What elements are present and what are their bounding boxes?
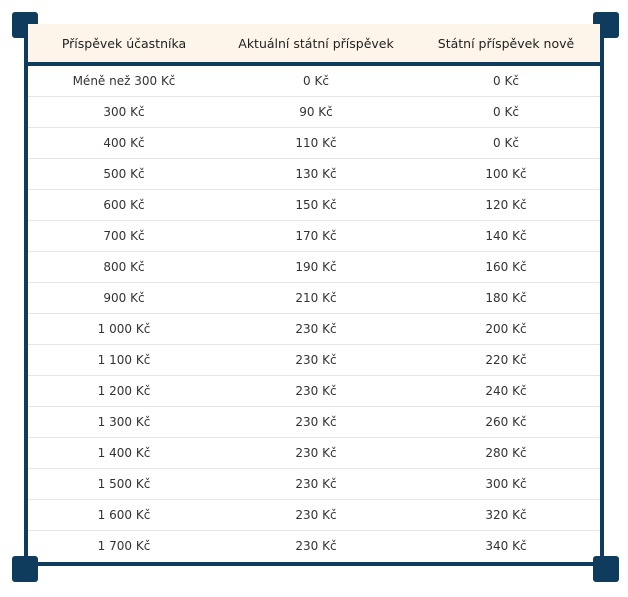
cell-new-state-contribution: 320 Kč [412, 500, 600, 531]
cell-participant-contribution: 300 Kč [28, 97, 220, 128]
table-row [28, 128, 600, 159]
table-row [28, 407, 600, 438]
cell-participant-contribution: 600 Kč [28, 190, 220, 221]
cell-current-state-contribution: 90 Kč [220, 97, 412, 128]
contribution-table [28, 24, 600, 561]
cell-participant-contribution: 1 600 Kč [28, 500, 220, 531]
table-row [28, 531, 600, 562]
cell-current-state-contribution: 230 Kč [220, 469, 412, 500]
table-row [28, 314, 600, 345]
cell-new-state-contribution: 100 Kč [412, 159, 600, 190]
table-row [28, 97, 600, 128]
cell-current-state-contribution: 230 Kč [220, 407, 412, 438]
cell-new-state-contribution: 120 Kč [412, 190, 600, 221]
cell-participant-contribution: 1 100 Kč [28, 345, 220, 376]
cell-participant-contribution: 1 300 Kč [28, 407, 220, 438]
cell-participant-contribution: 1 700 Kč [97, 539, 151, 553]
cell-new-state-contribution: 180 Kč [412, 283, 600, 314]
table-row [28, 283, 600, 314]
cell-participant-contribution: Méně než 300 Kč [28, 64, 220, 97]
cell-participant-contribution: 800 Kč [28, 252, 220, 283]
cell-participant-contribution: 1 400 Kč [28, 438, 220, 469]
table-row [28, 159, 600, 190]
table-row [28, 438, 600, 469]
cell-participant-contribution: 1 000 Kč [28, 314, 220, 345]
cell-new-state-contribution: 0 Kč [412, 128, 600, 159]
cell-current-state-contribution: 230 Kč [220, 500, 412, 531]
cell-participant-contribution: 900 Kč [28, 283, 220, 314]
header-current-state-contribution: Aktuální státní příspěvek [220, 24, 412, 64]
cell-current-state-contribution: 230 Kč [220, 438, 412, 469]
cell-participant-contribution: 1 200 Kč [28, 376, 220, 407]
cell-participant-contribution: 500 Kč [28, 159, 220, 190]
cell-new-state-contribution: 200 Kč [412, 314, 600, 345]
header-participant-contribution: Příspěvek účastníka [28, 24, 220, 64]
table-row [28, 469, 600, 500]
cell-current-state-contribution: 230 Kč [220, 376, 412, 407]
table-row [28, 345, 600, 376]
table-row [28, 252, 600, 283]
cell-current-state-contribution: 150 Kč [220, 190, 412, 221]
cell-new-state-contribution: 140 Kč [412, 221, 600, 252]
cell-participant-contribution: 400 Kč [28, 128, 220, 159]
table-row [28, 376, 600, 407]
cell-new-state-contribution: 160 Kč [412, 252, 600, 283]
header-new-state-contribution: Státní příspěvek nově [412, 24, 600, 64]
cell-current-state-contribution: 170 Kč [220, 221, 412, 252]
cell-current-state-contribution: 230 Kč [220, 345, 412, 376]
cell-new-state-contribution: 240 Kč [412, 376, 600, 407]
cell-current-state-contribution: 190 Kč [220, 252, 412, 283]
cell-current-state-contribution: 230 Kč [295, 539, 337, 553]
cell-new-state-contribution: 0 Kč [412, 97, 600, 128]
table-row [28, 221, 600, 252]
cell-new-state-contribution: 300 Kč [412, 469, 600, 500]
cell-current-state-contribution: 130 Kč [220, 159, 412, 190]
table-row [28, 64, 600, 97]
cell-current-state-contribution: 110 Kč [220, 128, 412, 159]
cell-new-state-contribution: 340 Kč [485, 539, 527, 553]
cell-new-state-contribution: 260 Kč [412, 407, 600, 438]
cell-new-state-contribution: 280 Kč [412, 438, 600, 469]
table-row [28, 190, 600, 221]
cell-current-state-contribution: 0 Kč [220, 64, 412, 97]
table-row [28, 500, 600, 531]
table-header-row [28, 24, 600, 64]
cell-current-state-contribution: 230 Kč [220, 314, 412, 345]
cell-new-state-contribution: 0 Kč [412, 64, 600, 97]
cell-participant-contribution: 1 500 Kč [28, 469, 220, 500]
cell-participant-contribution: 700 Kč [28, 221, 220, 252]
cell-new-state-contribution: 220 Kč [412, 345, 600, 376]
cell-current-state-contribution: 210 Kč [220, 283, 412, 314]
